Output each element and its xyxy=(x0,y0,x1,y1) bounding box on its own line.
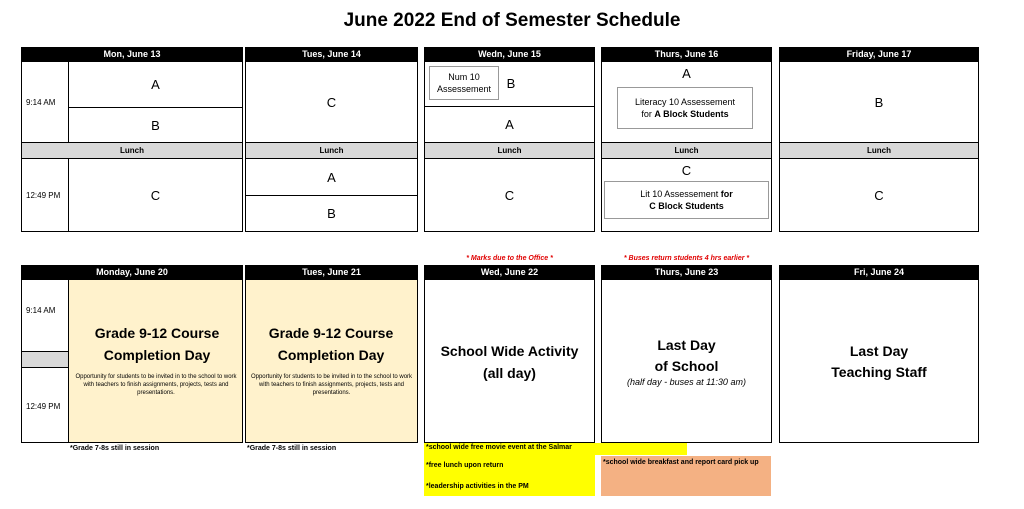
last-day-staff-subtitle: Teaching Staff xyxy=(831,364,927,380)
day-box-thu-23 xyxy=(601,279,772,443)
movie-note-highlight xyxy=(595,443,687,455)
day-box-mon-13 xyxy=(21,61,243,232)
block-cell: C xyxy=(874,187,884,203)
last-day-title: Last Day xyxy=(657,337,716,353)
block-cell: C xyxy=(681,162,692,178)
day-box-tue-21 xyxy=(245,279,418,443)
block-cell: B xyxy=(506,75,516,91)
day-header-tue-21: Tues, June 21 xyxy=(245,265,418,279)
day-header-wed-15: Wedn, June 15 xyxy=(424,47,595,61)
day-header-thu-16: Thurs, June 16 xyxy=(601,47,772,61)
note-marks-due: * Marks due to the Office * xyxy=(466,255,553,262)
assessment-text: C Block Students xyxy=(649,201,724,211)
activity-subtitle: (all day) xyxy=(483,365,536,381)
note-buses-return: * Buses return students 4 hrs earlier * xyxy=(623,255,750,262)
lunch-bar: Lunch xyxy=(246,142,417,159)
assessment-text: Lit 10 Assessement xyxy=(640,189,721,199)
assessment-text: Num 10 Assessement xyxy=(436,72,492,94)
time-label-pm: 12:49 PM xyxy=(26,190,61,200)
day-header-thu-23: Thurs, June 23 xyxy=(601,265,772,279)
day-header-fri-24: Fri, June 24 xyxy=(779,265,979,279)
lunch-gap xyxy=(22,351,69,368)
block-cell: A xyxy=(327,169,336,185)
day-box-mon-20 xyxy=(21,279,243,443)
day-box-fri-24 xyxy=(779,279,979,443)
block-cell: C xyxy=(504,187,515,203)
note-breakfast: *school wide breakfast and report card pick up xyxy=(603,459,759,466)
completion-day-detail: Opportunity for students to be invited in to the school to work with teachers to finish assignments, projects, tests and presentations. xyxy=(75,374,237,396)
day-header-tue-14: Tues, June 14 xyxy=(245,47,418,61)
day-header-fri-17: Friday, June 17 xyxy=(779,47,979,61)
block-cell: A xyxy=(505,117,514,132)
completion-day-detail: Opportunity for students to be invited in to the school to work with teachers to finish assignments, projects, tests and presentations. xyxy=(250,374,413,396)
block-cell: B xyxy=(327,206,336,221)
block-cell: C xyxy=(150,187,161,203)
day-box-wed-22 xyxy=(424,279,595,443)
block-cell: A xyxy=(682,65,691,81)
assessment-text: Literacy 10 Assessement xyxy=(634,97,736,107)
note-grade-7-8: *Grade 7-8s still in session xyxy=(247,445,337,452)
assessment-text: for xyxy=(641,109,655,119)
lunch-bar: Lunch xyxy=(602,142,771,159)
activity-title: School Wide Activity xyxy=(440,343,579,359)
literacy10-assessment-box xyxy=(617,87,753,129)
note-grade-7-8: *Grade 7-8s still in session xyxy=(70,445,160,452)
block-cell: A xyxy=(151,77,160,92)
day-header-wed-22: Wed, June 22 xyxy=(424,265,595,279)
day-box-fri-17 xyxy=(779,61,979,232)
day-header-mon-20: Monday, June 20 xyxy=(21,265,243,279)
block-cell: C xyxy=(326,94,337,110)
time-label-pm: 12:49 PM xyxy=(26,401,61,411)
half-day-note: (half day - buses at 11:30 am) xyxy=(627,377,746,387)
day-box-wed-15 xyxy=(424,61,595,232)
time-label-am: 9:14 AM xyxy=(26,305,56,315)
lunch-bar: Lunch xyxy=(425,142,594,159)
page-title: June 2022 End of Semester Schedule xyxy=(343,10,681,31)
last-day-staff-title: Last Day xyxy=(849,343,909,359)
lunch-bar: Lunch xyxy=(780,142,978,159)
note-free-lunch: *free lunch upon return xyxy=(426,462,504,469)
time-label-am: 9:14 AM xyxy=(26,97,56,107)
day-header-mon-13: Mon, June 13 xyxy=(21,47,243,61)
completion-day-title: Grade 9-12 Course Completion Day xyxy=(268,325,394,363)
last-day-subtitle: of School xyxy=(654,358,719,374)
lunch-bar: Lunch xyxy=(22,142,242,159)
note-leadership: *leadership activities in the PM xyxy=(426,483,529,490)
lit10-assessment-box xyxy=(604,181,769,219)
assessment-text: for xyxy=(720,189,733,199)
block-cell: B xyxy=(151,117,160,133)
note-movie-event: *school wide free movie event at the Salmar xyxy=(426,444,572,451)
block-cell: B xyxy=(874,94,884,110)
assessment-text: A Block Students xyxy=(654,109,729,119)
completion-day-title: Grade 9-12 Course Completion Day xyxy=(94,325,220,363)
num10-assessment-box xyxy=(429,66,499,100)
day-box-tue-14 xyxy=(245,61,418,232)
day-box-thu-16 xyxy=(601,61,772,232)
